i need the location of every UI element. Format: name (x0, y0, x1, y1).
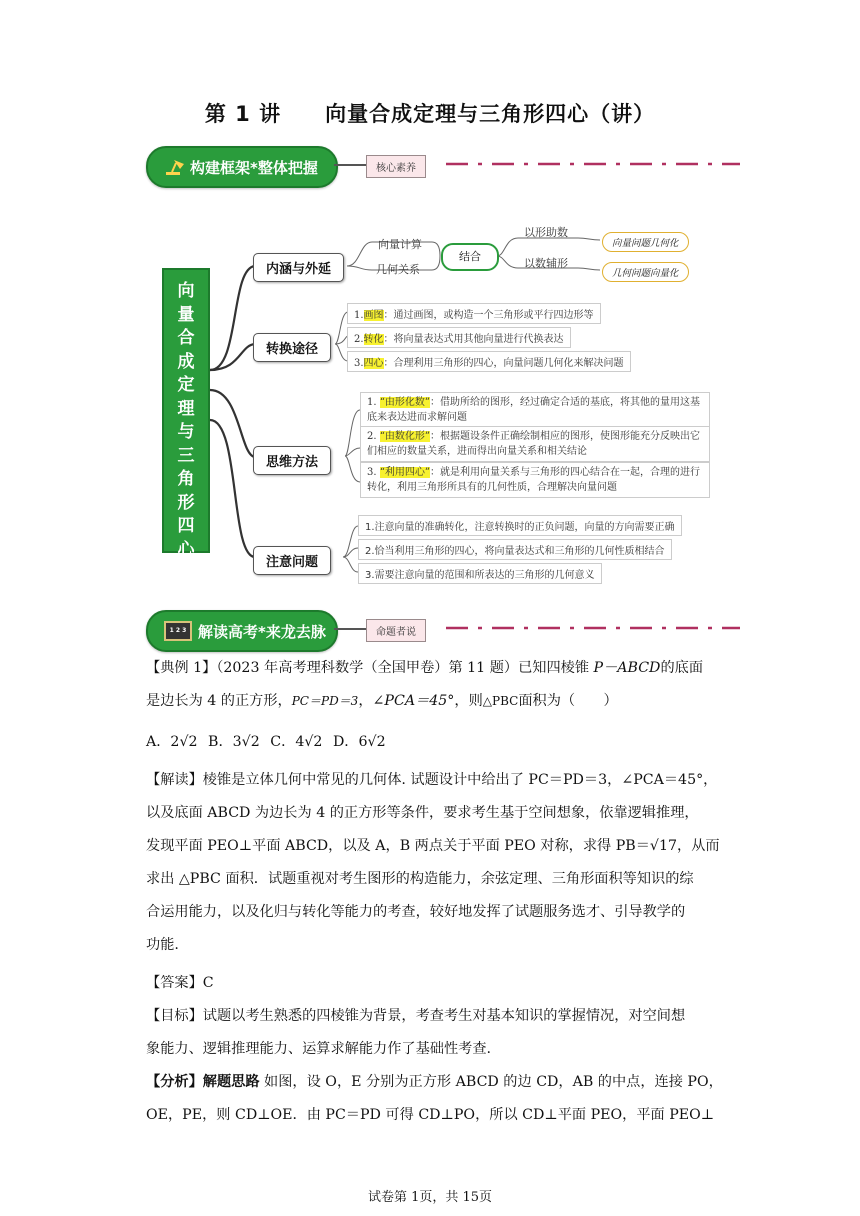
tag-proposer: 命题者说 (366, 619, 426, 642)
question-text: ，则 (454, 693, 483, 709)
question-text: ， (358, 693, 373, 709)
item-number: 2. (354, 334, 364, 345)
question-text: 面积为（ ） (518, 693, 618, 709)
mindmap-root-char: 理 (177, 398, 195, 419)
option-b: B．3√2 (208, 734, 260, 750)
example-head: 【典例 1】 (146, 660, 217, 676)
item-text: ：借助所给的图形，经过确定合适的基底，将其他的量用这基底来表达进而求解问题 (367, 397, 700, 423)
item-highlight: “由数化形” (379, 431, 430, 442)
page-footer: 试卷第 1页，共 15页 (367, 1190, 493, 1205)
item-number: 3. (354, 358, 364, 369)
branch-attention: 注意问题 (253, 546, 331, 575)
item-number: 1. (354, 310, 364, 321)
fenxi-line: OE，PE，则 CD⊥OE．由 PC＝PD 可得 CD⊥PO，所以 CD⊥平面 PEO，平面 PEO⊥ (146, 1107, 715, 1123)
item-highlight: 四心 (363, 358, 384, 369)
analysis-line: 以及底面 ABCD 为边长为 4 的正方形等条件，要求考生基于空间想象，依靠逻辑推理， (146, 805, 699, 821)
item-text: ：通过画图，或构造一个三角形或平行四边形等 (383, 310, 594, 321)
math-pc-pd: PC＝PD＝3 (291, 694, 359, 708)
math-angle: ∠PCA＝45° (372, 693, 455, 709)
section-banner-exam (146, 610, 338, 652)
mindmap-root-char: 四 (177, 516, 195, 536)
branch-conversion: 转换途径 (253, 333, 331, 362)
mindmap-root (162, 268, 210, 560)
mindmap-root-char: 与 (177, 422, 195, 442)
fenxi-text: 如图，设 O，E 分别为正方形 ABCD 的边 CD，AB 的中点，连接 PO， (264, 1074, 723, 1090)
attention-item: 2.恰当利用三角形的四心，将向量表达式和三角形的几何性质相结合 (358, 539, 672, 560)
blackboard-icon: 1 2 3 (164, 621, 192, 641)
options-row (146, 726, 726, 759)
mindmap-root-char: 角 (177, 469, 195, 489)
analysis-line: 功能. (146, 937, 179, 953)
dash-divider (446, 624, 740, 632)
item-number: 1. (367, 397, 380, 408)
example-question (146, 652, 726, 718)
tag-core-literacy: 核心素养 (366, 155, 426, 178)
mindmap-root-char: 成 (177, 351, 195, 372)
item-number: 2. (367, 431, 380, 442)
option-c: C．4√2 (270, 734, 323, 750)
thinking-item (360, 462, 710, 498)
answer-head: 【答案】 (146, 975, 203, 991)
mindmap-root-char: 量 (177, 304, 195, 325)
math-pyramid: P－ABCD (593, 660, 661, 676)
attention-item: 1.注意向量的准确转化，注意转换时的正负问题，向量的方向需要正确 (358, 515, 682, 536)
banner-connector (334, 628, 366, 630)
analysis-line: 求出 △PBC 面积．试题重视对考生图形的构造能力，余弦定理、三角形面积等知识的综 (146, 871, 694, 887)
conversion-item (347, 327, 571, 348)
mindmap-root-char: 向 (177, 281, 195, 301)
mindmap-root-char: 三 (177, 445, 195, 466)
conversion-item (347, 351, 631, 372)
question-line (146, 652, 726, 685)
item-text: ：根据题设条件正确绘制相应的图形，使图形能充分反映出它们相应的数量关系，进而得出向量关系和相关结论 (367, 431, 700, 457)
item-text: ：就是利用向量关系与三角形的四心结合在一起，合理的进行转化，利用三角形所具有的几何性质，合理解决向量问题 (367, 467, 700, 493)
answer-value: C (202, 975, 214, 991)
goal-block (146, 1000, 736, 1066)
question-line (146, 685, 726, 718)
pill-geometry-vectorize: 几何问题向量化 (602, 262, 689, 282)
sub-vector-calc: 向量计算 (378, 238, 422, 251)
banner-connector (334, 164, 366, 166)
branch-connotation: 内涵与外延 (253, 253, 344, 282)
attention-item: 3.需要注意向量的范围和所表达的三角形的几何意义 (358, 563, 602, 584)
lamp-icon (164, 158, 186, 176)
analysis-line: 【解读】棱锥是立体几何中常见的几何体. 试题设计中给出了 PC＝PD＝3，∠PCA＝45°， (146, 772, 718, 788)
mindmap-root-char: 合 (177, 328, 195, 348)
page-title: 第 1 讲 向量合成定理与三角形四心（讲） (204, 102, 656, 126)
combine-node: 结合 (441, 243, 499, 271)
math-triangle: △PBC (482, 694, 519, 708)
fenxi-sub: 解题思路 (202, 1074, 260, 1090)
example-source: （2023 年高考理科数学（全国甲卷）第 11 题）已知四棱锥 (216, 660, 590, 676)
item-text: ：将向量表达式用其他向量进行代换表达 (383, 334, 564, 345)
mindmap-root-char: 形 (177, 492, 195, 513)
item-highlight: 画图 (363, 310, 384, 321)
item-highlight: “利用四心” (379, 467, 430, 478)
item-highlight: “由形化数” (379, 397, 430, 408)
banner-label: 解读高考*来龙去脉 (198, 622, 326, 641)
question-text: 是边长为 4 的正方形， (146, 693, 292, 709)
item-text: ：合理利用三角形的四心，向量问题几何化来解决问题 (383, 358, 624, 369)
sub-geometry: 几何关系 (376, 263, 420, 276)
dash-divider (446, 160, 740, 168)
banner-label: 构建框架*整体把握 (190, 158, 318, 177)
mindmap-root-char: 定 (177, 375, 195, 395)
leaf-shape-helps-number: 以形助数 (524, 226, 568, 239)
analysis-block (146, 764, 736, 962)
leaf-number-helps-shape: 以数辅形 (524, 257, 568, 270)
mindmap-root-char: 心 (177, 539, 195, 560)
section-banner-framework (146, 146, 338, 188)
option-d: D．6√2 (332, 734, 386, 750)
thinking-item (360, 426, 710, 462)
question-text: 的底面 (660, 660, 704, 676)
branch-thinking: 思维方法 (253, 446, 331, 475)
answer-line (146, 967, 214, 1000)
fenxi-line (146, 1066, 736, 1099)
option-a: A．2√2 (146, 734, 198, 750)
item-highlight: 转化 (363, 334, 384, 345)
analysis-line: 合运用能力，以及化归与转化等能力的考查，较好地发挥了试题服务选才、引导教学的 (146, 904, 686, 920)
thinking-item (360, 392, 710, 428)
fenxi-block (146, 1066, 736, 1132)
goal-line: 象能力、逻辑推理能力、运算求解能力作了基础性考查. (146, 1041, 492, 1057)
goal-line: 【目标】试题以考生熟悉的四棱锥为背景，考查考生对基本知识的掌握情况，对空间想 (146, 1008, 686, 1024)
analysis-line: 发现平面 PEO⊥平面 ABCD，以及 A，B 两点关于平面 PEO 对称，求得 PB＝√17，从而 (146, 838, 720, 854)
conversion-item (347, 303, 601, 324)
item-number: 3. (367, 467, 380, 478)
fenxi-head: 【分析】 (146, 1074, 203, 1090)
pill-vector-geometrize: 向量问题几何化 (602, 232, 689, 252)
